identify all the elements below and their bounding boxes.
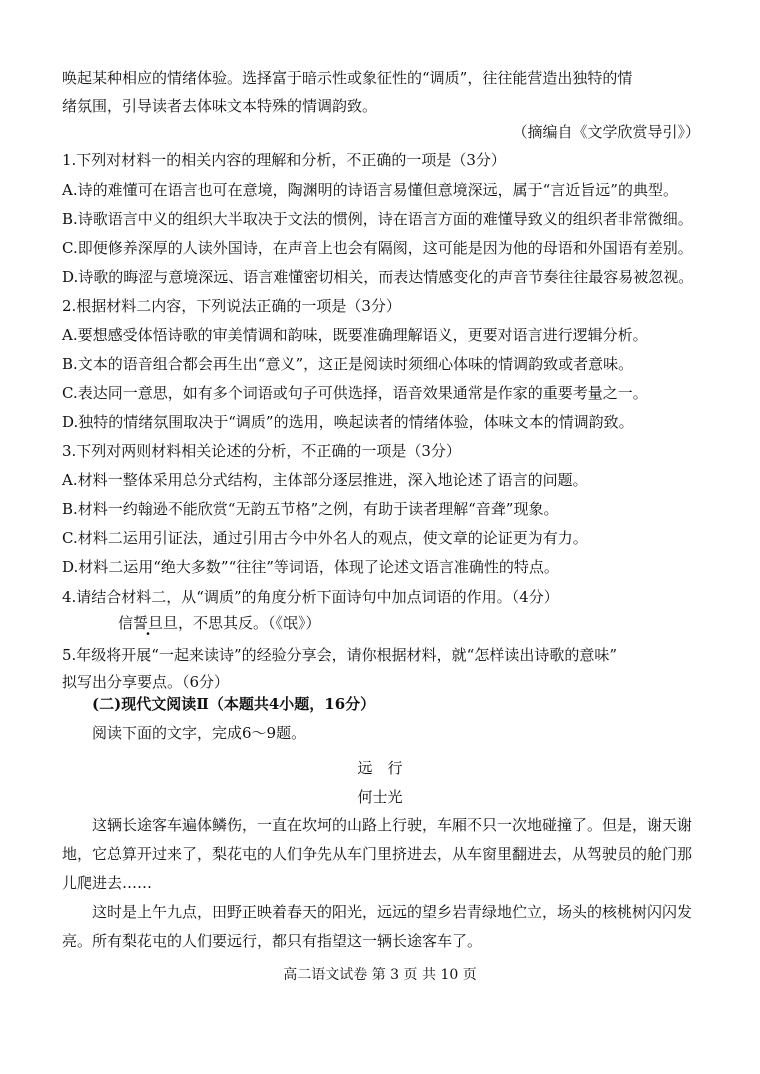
question-3-stem: 3.下列对两则材料相关论述的分析，不正确的一项是（3分）	[62, 442, 461, 460]
question-1-option-c: C.即便修养深厚的人读外国诗，在声音上也会有隔阂，这可能是因为他的母语和外国语有差别。	[62, 239, 693, 257]
question-1-option-d: D.诗歌的晦涩与意境深远、语言难懂密切相关，而表达情感变化的声音节奏往往最容易被忽视。	[62, 268, 694, 286]
verse-rest: ，不思其反。（《氓》）	[178, 614, 321, 632]
question-3-option-c: C.材料二运用引证法，通过引用古今中外名人的观点，使文章的论证更为有力。	[62, 529, 588, 547]
question-3-option-a: A.材料一整体采用总分式结构，主体部分逐层推进，深入地论述了语言的问题。	[62, 471, 588, 489]
question-3-option-d: D.材料二运用“绝大多数”“往往”等词语，体现了论述文语言准确性的特点。	[62, 558, 559, 576]
story-paragraph-line: 亮。所有梨花屯的人们要远行，都只有指望这一辆长途客车了。	[62, 932, 483, 950]
material-source: （摘编自《文学欣赏导引》）	[512, 123, 700, 141]
story-author: 何士光	[357, 788, 403, 806]
material-text-line: 绪氛围，引导读者去体味文本特殊的情调韵致。	[62, 97, 378, 115]
story-title: 远 行	[357, 759, 403, 777]
dotted-phrase: 信誓旦旦	[118, 614, 179, 632]
question-2-stem: 2.根据材料二内容，下列说法正确的一项是（3分）	[62, 297, 401, 315]
question-2-option-a: A.要想感受体悟诗歌的审美情调和韵味，既要准确理解语义，更要对语言进行逻辑分析。	[62, 326, 648, 344]
story-paragraph-line: 地，它总算开过来了，梨花屯的人们争先从车门里挤进去，从车窗里翻进去，从驾驶员的舱门那	[62, 845, 693, 863]
reading-instruction: 阅读下面的文字，完成6～9题。	[92, 724, 307, 742]
question-3-option-b: B.材料一约翰逊不能欣赏“无韵五节格”之例，有助于读者理解“音聋”现象。	[62, 500, 559, 518]
question-4-stem: 4.请结合材料二，从“调质”的角度分析下面诗句中加点词语的作用。（4分）	[62, 588, 559, 606]
question-1-stem: 1.下列对材料一的相关内容的理解和分析，不正确的一项是（3分）	[62, 151, 506, 169]
question-5-line: 拟写出分享要点。（6分）	[62, 673, 230, 691]
section-heading: (二)现代文阅读Ⅱ（本题共4小题，16分）	[92, 695, 376, 713]
question-2-option-d: D.独特的情绪氛围取决于“调质”的选用，唤起读者的情绪体验，体味文本的情调韵致。	[62, 413, 634, 431]
question-5-line: 5.年级将开展“一起来读诗”的经验分享会，请你根据材料，就“怎样读出诗歌的意味”	[62, 646, 617, 664]
material-text-line: 唤起某种相应的情绪体验。选择富于暗示性或象征性的“调质”，往往能营造出独特的情	[62, 69, 633, 87]
story-paragraph-line: 这时是上午九点，田野正映着春天的阳光，远远的望乡岩青绿地伫立，场头的核桃树闪闪发	[92, 903, 693, 921]
page-footer: 高二语文试卷 第 3 页 共 10 页	[283, 967, 477, 983]
question-1-option-a: A.诗的难懂可在语言也可在意境，陶渊明的诗语言易懂但意境深远，属于“言近旨远”的典型。	[62, 181, 678, 199]
question-2-option-c: C.表达同一意思，如有多个词语或句子可供选择，语音效果通常是作家的重要考量之一。	[62, 384, 648, 402]
question-1-option-b: B.诗歌语言中义的组织大半取决于文法的惯例，诗在语言方面的难懂导致义的组织者非常微细。	[62, 210, 693, 228]
story-paragraph-line: 儿爬进去……	[62, 874, 153, 892]
story-paragraph-line: 这辆长途客车遍体鳞伤，一直在坎坷的山路上行驶，车厢不只一次地碰撞了。但是，谢天谢	[92, 816, 693, 834]
question-2-option-b: B.文本的语音组合都会再生出“意义”，这正是阅读时须细心体味的情调韵致或者意味。	[62, 355, 634, 373]
question-4-verse	[118, 613, 321, 633]
